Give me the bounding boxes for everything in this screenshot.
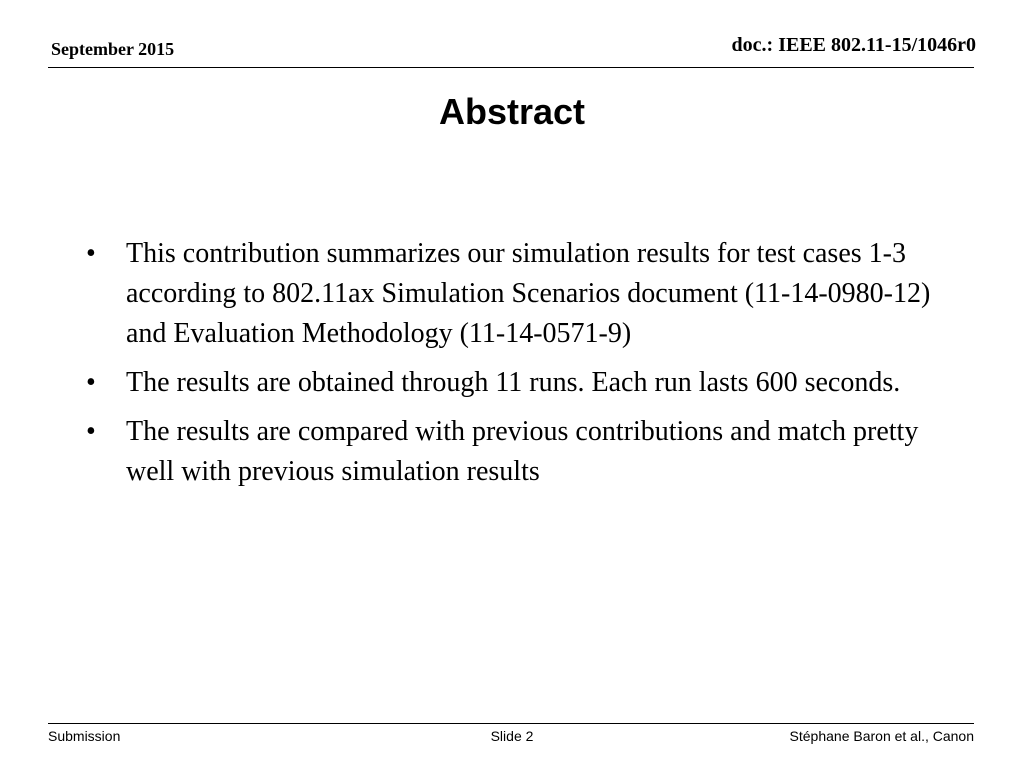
bullet-icon: • xyxy=(86,238,96,269)
bullet-list xyxy=(86,234,946,501)
footer-slide-number: Slide 2 xyxy=(490,728,534,744)
bullet-icon: • xyxy=(86,367,96,398)
bullet-text-3: The results are compared with previous contributions and match pretty well with previous simulation results xyxy=(126,416,919,487)
bullet-text-1: This contribution summarizes our simulation results for test cases 1-3 according to 802.11ax Simulation Scenarios document (11-14-0980-12) and Evaluation Methodology (11-14-0571-9) xyxy=(126,238,931,349)
bullet-item-1 xyxy=(86,234,946,354)
bullet-item-3 xyxy=(86,412,946,492)
bullet-icon: • xyxy=(86,416,96,447)
bullet-text-2: The results are obtained through 11 runs. Each run lasts 600 seconds. xyxy=(126,367,901,398)
footer-author: Stéphane Baron et al., Canon xyxy=(789,728,974,744)
slide-title: Abstract xyxy=(438,91,586,132)
header-doc-id: doc.: IEEE 802.11-15/1046r0 xyxy=(731,34,976,56)
footer-divider xyxy=(48,723,974,724)
bullet-item-2 xyxy=(86,363,946,403)
header-divider xyxy=(48,67,974,68)
footer-submission: Submission xyxy=(48,728,121,744)
header-date: September 2015 xyxy=(51,39,175,59)
